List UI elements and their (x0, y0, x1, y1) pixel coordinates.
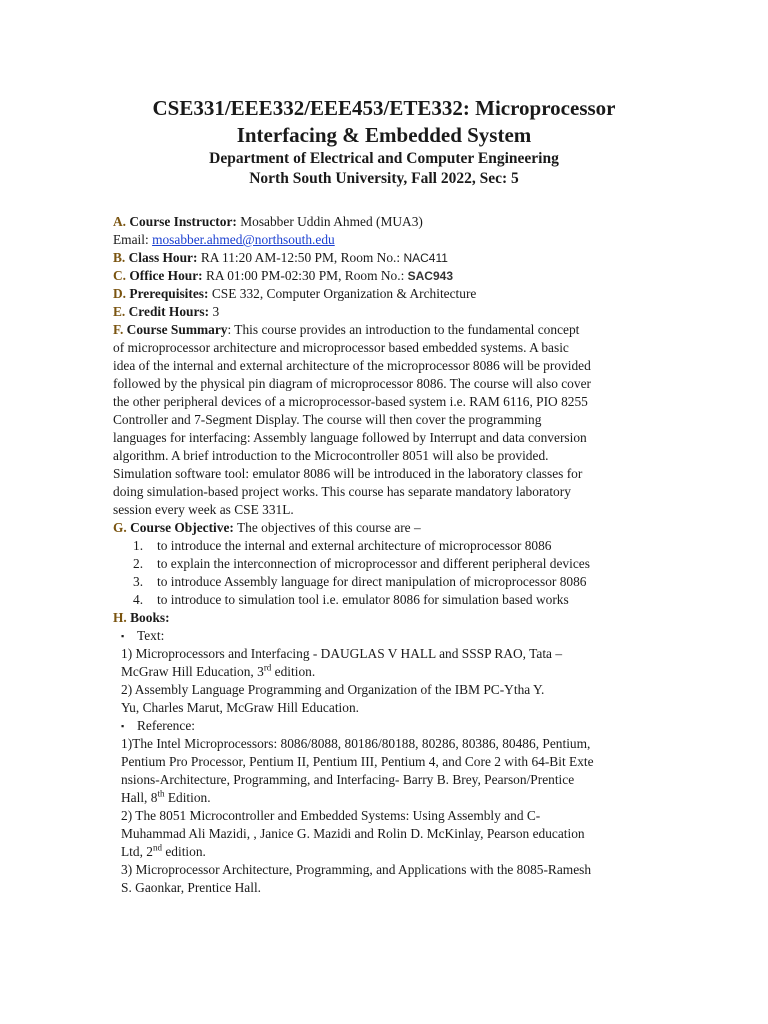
course-summary-text: session every week as CSE 331L. (113, 502, 294, 517)
course-title-line2: Interfacing & Embedded System (236, 123, 532, 147)
reference-book-2: Ltd, 2nd edition. (121, 842, 206, 859)
objective-item: 1. to introduce the internal and external architecture of microprocessor 8086 (133, 538, 552, 553)
office-hour-value: RA 01:00 PM-02:30 PM, Room No.: (206, 268, 408, 283)
bullet-icon: ▪ (121, 721, 125, 731)
course-summary-text: followed by the physical pin diagram of microprocessor 8086. The course will also cover (113, 376, 591, 391)
office-hour-label: Office Hour: (129, 268, 203, 283)
class-hour-line: B. Class Hour: RA 11:20 AM-12:50 PM, Room No.: NAC411 (113, 250, 448, 265)
reference-book-1: Pentium Pro Processor, Pentium II, Pentium III, Pentium 4, and Core 2 with 64-Bit Exte (121, 754, 594, 769)
email-link[interactable]: mosabber.ahmed@northsouth.edu (152, 232, 335, 247)
text-book-2: Yu, Charles Marut, McGraw Hill Education. (121, 700, 360, 715)
class-hour-value: RA 11:20 AM-12:50 PM, Room No.: (200, 250, 404, 265)
university-semester: North South University, Fall 2022, Sec: 5 (249, 170, 519, 187)
course-objective-intro: The objectives of this course are – (236, 520, 421, 535)
email-line (113, 231, 653, 249)
course-outline-body (113, 213, 653, 897)
course-summary-text: the other peripheral devices of a microprocessor-based system i.e. RAM 6116, PIO 8255 (113, 394, 588, 409)
prerequisites-label: Prerequisites: (129, 286, 209, 301)
email-label: Email: (113, 232, 149, 247)
office-room: SAC943 (407, 269, 453, 283)
objective-item: 3. to introduce Assembly language for direct manipulation of microprocessor 8086 (133, 574, 587, 589)
books-heading-line: H. Books: (113, 610, 170, 625)
credit-hours-line: E. Credit Hours: 3 (113, 304, 220, 319)
reference-books-heading: ▪ Reference: (121, 718, 195, 733)
reference-book-1: Hall, 8th Edition. (121, 788, 211, 805)
text-books-heading: ▪ Text: (121, 628, 165, 643)
instructor-name: Mosabber Uddin Ahmed (MUA3) (240, 214, 423, 229)
reference-book-2: 2) The 8051 Microcontroller and Embedded Systems: Using Assembly and C- (121, 808, 541, 823)
class-room: NAC411 (403, 251, 448, 265)
course-summary-text: Simulation software tool: emulator 8086 will be introduced in the laboratory classes for (113, 466, 583, 481)
credit-hours-label: Credit Hours: (128, 304, 210, 319)
instructor-line: A. Course Instructor: Mosabber Uddin Ahmed (MUA3) (113, 214, 423, 229)
course-objective-label: Course Objective: (130, 520, 234, 535)
credit-hours-value: 3 (212, 304, 220, 319)
reference-book-1: 1)The Intel Microprocessors: 8086/8088, 80186/80188, 80286, 80386, 80486, Pentium, (121, 736, 591, 751)
department-name: Department of Electrical and Computer Engineering (209, 150, 559, 167)
office-hour-line: C. Office Hour: RA 01:00 PM-02:30 PM, Room No.: SAC943 (113, 268, 453, 283)
course-summary-text: languages for interfacing: Assembly language followed by Interrupt and data conversion (113, 430, 587, 445)
books-label: Books: (130, 610, 170, 625)
text-book-1: McGraw Hill Education, 3rd edition. (121, 662, 316, 679)
class-hour-label: Class Hour: (128, 250, 198, 265)
course-summary-text: idea of the internal and external architecture of the microprocessor 8086 will be provided (113, 358, 591, 373)
objective-item: 2. to explain the interconnection of microprocessor and different peripheral devices (133, 556, 590, 571)
reference-book-2: Muhammad Ali Mazidi, , Janice G. Mazidi and Rolin D. McKinlay, Pearson education (121, 826, 585, 841)
instructor-label: Course Instructor: (129, 214, 237, 229)
prerequisites-value: CSE 332, Computer Organization & Architecture (211, 286, 477, 301)
course-objective-line: G. Course Objective: The objectives of this course are – (113, 520, 421, 535)
course-summary-text: Controller and 7-Segment Display. The course will then cover the programming (113, 412, 542, 427)
text-book-2: 2) Assembly Language Programming and Organization of the IBM PC-Ytha Y. (121, 682, 545, 697)
bullet-icon: ▪ (121, 631, 125, 641)
course-summary-text: algorithm. A brief introduction to the Microcontroller 8051 will also be provided. (113, 448, 549, 463)
course-summary-label: Course Summary (126, 322, 228, 337)
reference-book-3: 3) Microprocessor Architecture, Programming, and Applications with the 8085-Ramesh (121, 862, 592, 877)
course-summary: F. Course Summary: This course provides an introduction to the fundamental concept of microprocessor architecture and microprocessor based embedded systems. A basic idea of the internal and external architecture of the microprocessor 8086 will be provided followed by the physical pin diagram of microprocessor 8086. The course will also cover the other peripheral devices of a microprocessor-based system i.e. RAM 6116, PIO 8255 Controller and 7-Segment Display. The course will then cover the programming languages for interfacing: Assembly language followed by Interrupt and data conversion algorithm. A brief introduction to the Microcontroller 8051 will also be provided. Simulation software tool: emulator 8086 will be introduced in the laboratory classes for doing simulation-based project works. This course has separate mandatory laboratory session every week as CSE 331L. (113, 321, 653, 519)
reference-book-1: nsions-Architecture, Programming, and Interfacing- Barry B. Brey, Pearson/Prentice (121, 772, 575, 787)
objective-item: 4. to introduce to simulation tool i.e. emulator 8086 for simulation based works (133, 592, 569, 607)
course-summary-text: of microprocessor architecture and microprocessor based embedded systems. A basic (113, 340, 569, 355)
course-summary-text: doing simulation-based project works. This course has separate mandatory laboratory (113, 484, 571, 499)
course-summary-text: : This course provides an introduction to the fundamental concept (227, 322, 580, 337)
text-book-1: 1) Microprocessors and Interfacing - DAUGLAS V HALL and SSSP RAO, Tata – (121, 646, 563, 661)
course-title-line1: CSE331/EEE332/EEE453/ETE332: Microprocessor (152, 96, 616, 120)
prerequisites-line: D. Prerequisites: CSE 332, Computer Organization & Architecture (113, 286, 477, 301)
reference-book-3: S. Gaonkar, Prentice Hall. (121, 880, 262, 895)
